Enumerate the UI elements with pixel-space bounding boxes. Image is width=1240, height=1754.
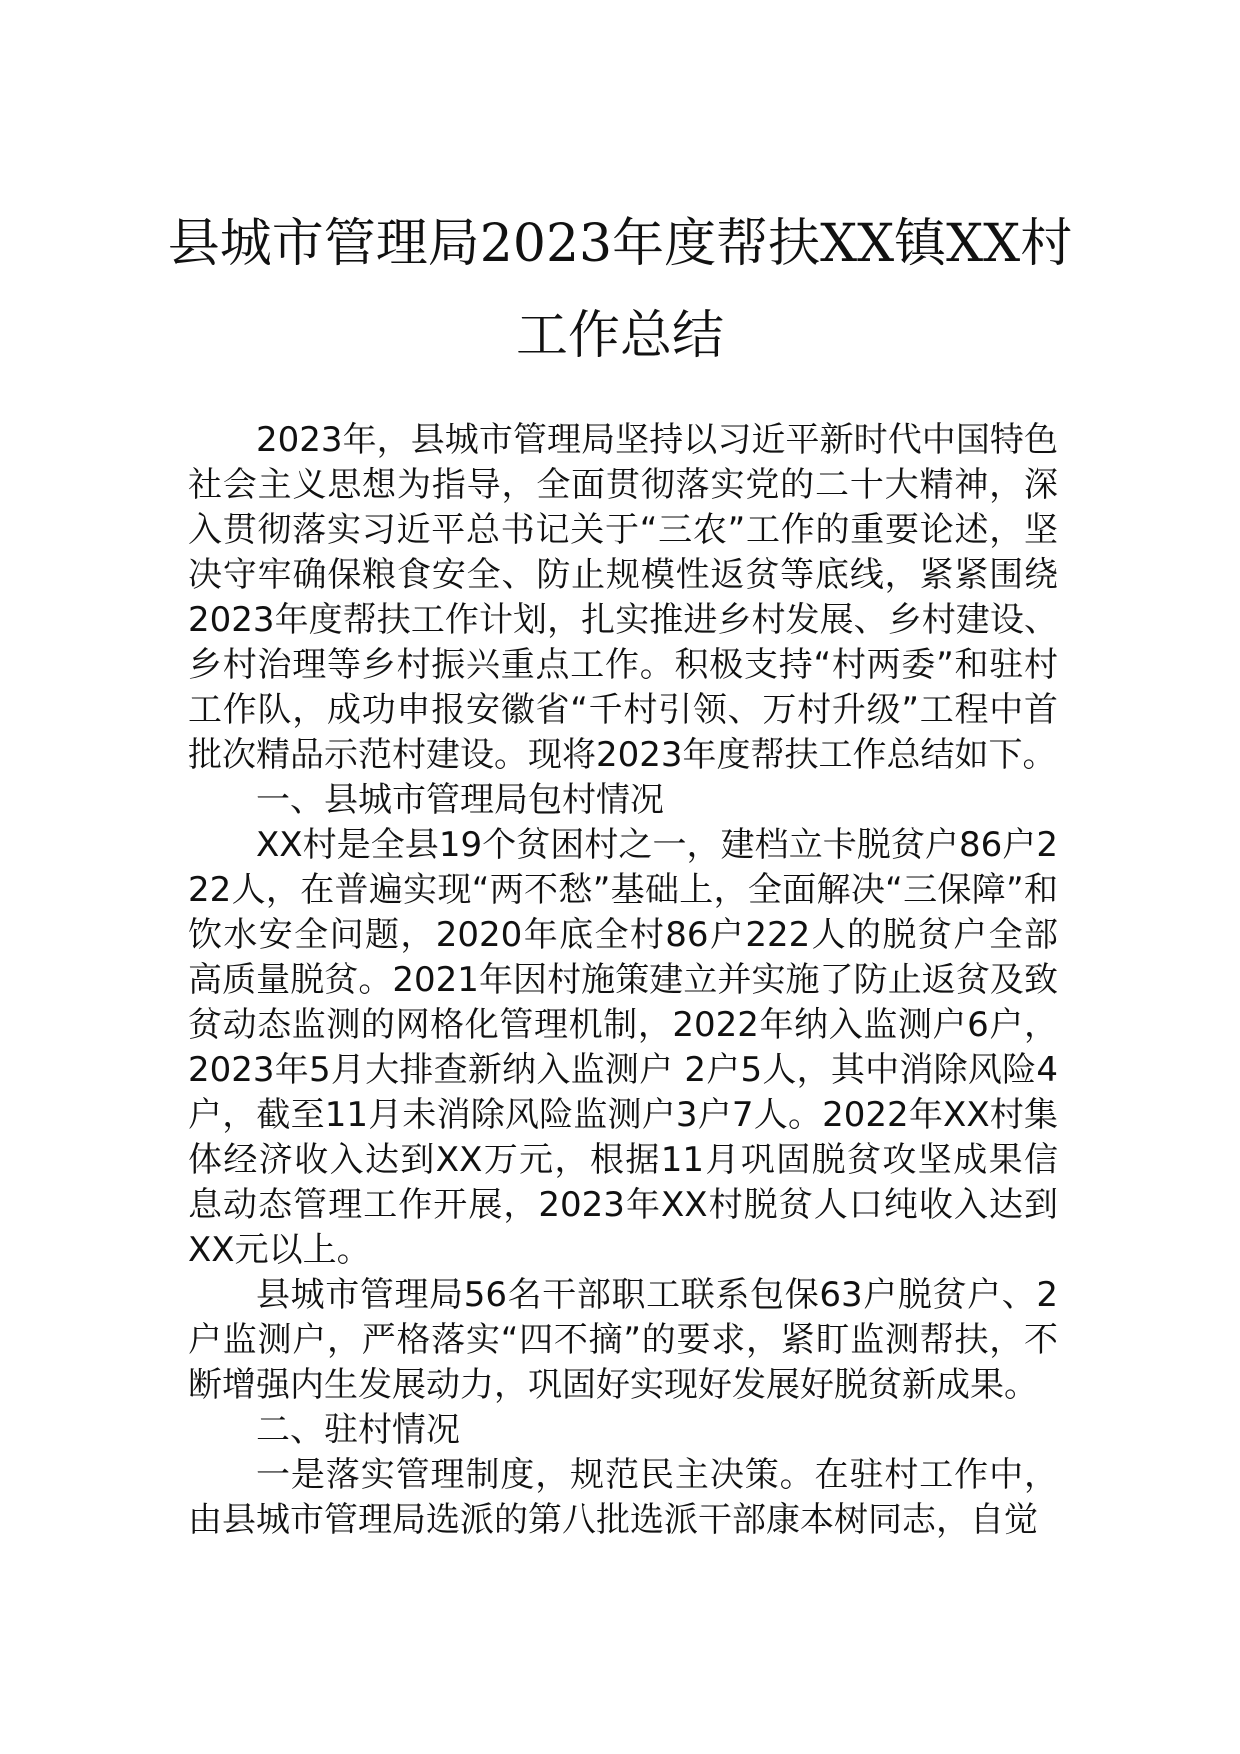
document-title-line-1: 县城市管理局2023年度帮扶XX镇XX村 [167,214,1073,274]
document-body [188,418,1058,1543]
intro-paragraph: 2023年，县城市管理局坚持以习近平新时代中国特色社会主义思想为指导，全面贯彻落实党的二十大精神，深入贯彻落实习近平总书记关于“三农”工作的重要论述，坚决守牢确保粮食安全、防止规模性返贫等底线，紧紧围绕2023年度帮扶工作计划，扎实推进乡村发展、乡村建设、乡村治理等乡村振兴重点工作。积极支持“村两委”和驻村工作队，成功申报安徽省“千村引领、万村升级”工程中首批次精品示范村建设。现将2023年度帮扶工作总结如下。 [188,420,1058,775]
section-1-paragraph-1: XX村是全县19个贫困村之一，建档立卡脱贫户86户222人，在普遍实现“两不愁”基础上，全面解决“三保障”和饮水安全问题，2020年底全村86户222人的脱贫户全部高质量脱贫。2021年因村施策建立并实施了防止返贫及致贫动态监测的网格化管理机制，2022年纳入监测户6户，2023年5月大排查新纳入监测户 2户5人，其中消除风险4户，截至11月未消除风险监测户3户7人。2022年XX村集体经济收入达到XX万元，根据11月巩固脱贫攻坚成果信息动态管理工作开展，2023年XX村脱贫人口纯收入达到XX元以上。 [188,825,1058,1270]
section-1-paragraph-2: 县城市管理局56名干部职工联系包保63户脱贫户、2户监测户，严格落实“四不摘”的要求，紧盯监测帮扶，不断增强内生发展动力，巩固好实现好发展好脱贫新成果。 [188,1275,1058,1405]
section-2-paragraph-1: 一是落实管理制度，规范民主决策。在驻村工作中，由县城市管理局选派的第八批选派干部康本树同志，自觉 [188,1455,1058,1540]
section-heading-1: 一、县城市管理局包村情况 [256,780,664,820]
section-heading-2: 二、驻村情况 [256,1410,460,1450]
document-title-line-2: 工作总结 [515,306,724,366]
